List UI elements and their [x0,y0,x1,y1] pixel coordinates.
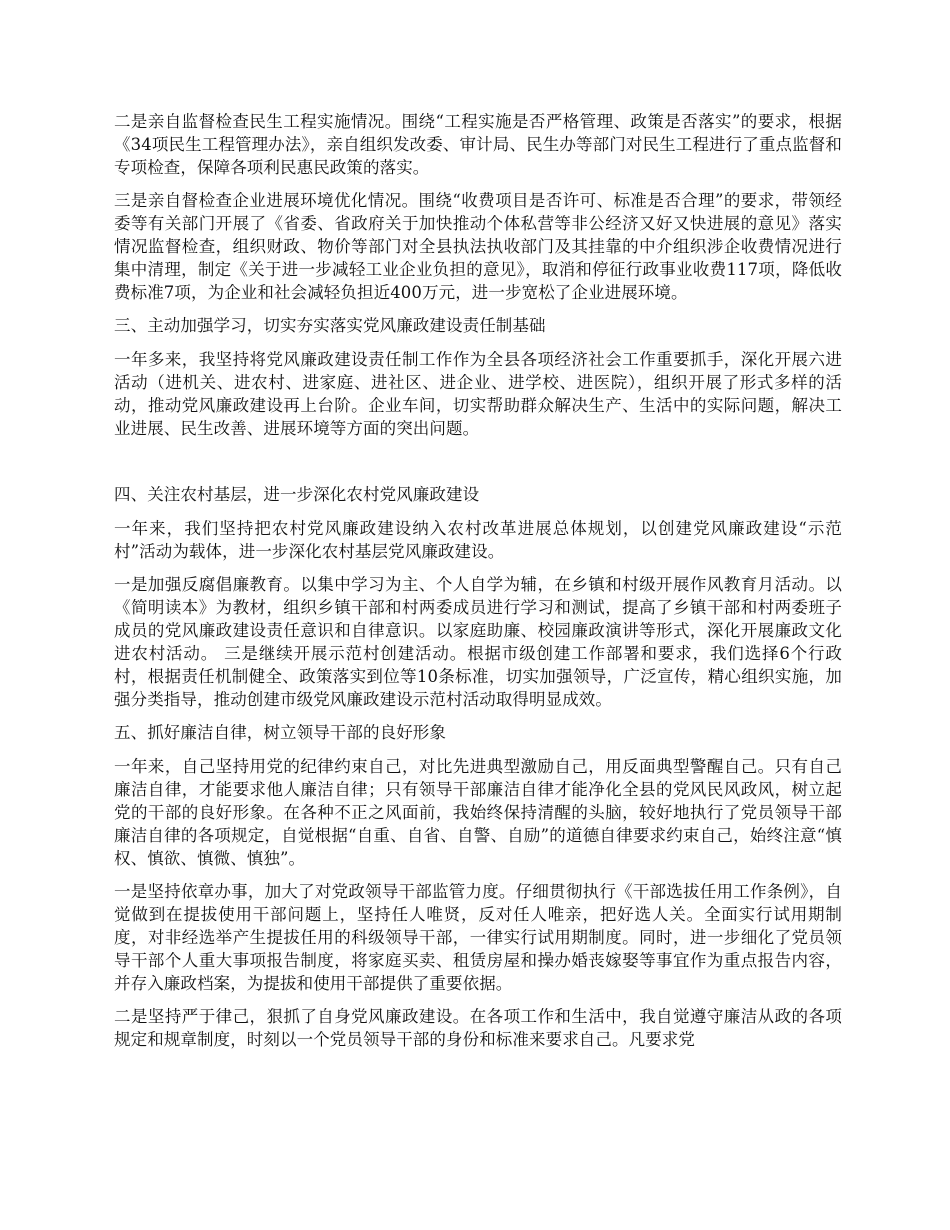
paragraph-self-discipline: 一年来，自己坚持用党的纪律约束自己，对比先进典型激励自己，用反面典型警醒自己。只有自己廉洁自律，才能要求他人廉洁自律；只有领导干部廉洁自律才能净化全县的党风民风政风，树立起党的干部的良好形象。在各种不正之风面前，我始终保持清醒的头脑，较好地执行了党员领导干部廉洁自律的各项规定，自觉根据“自重、自省、自警、自励”的道德自律要求约束自己，始终注意“慎权、慎欲、慎微、慎独”。 [114,757,842,868]
section-gap [114,450,842,483]
section-heading-5: 五、抓好廉洁自律，树立领导干部的良好形象 [114,723,446,742]
document-body [114,110,842,1061]
paragraph-anti-corruption-education: 一是加强反腐倡廉教育。以集中学习为主、个人自学为辅，在乡镇和村级开展作风教育月活动。以《简明读本》为教材，组织乡镇干部和村两委成员进行学习和测试，提高了乡镇干部和村两委班子成员的党风廉政建设责任意识和自律意识。以家庭助廉、校园廉政演讲等形式，深化开展廉政文化进农村活动。 三是继续开展示范村创建活动。根据市级创建工作部署和要求，我们选择6个行政村，根据责任机制健全、政策落实到位等10条标准，切实加强领导，广泛宣传，精心组织实施，加强分类指导，推动创建市级党风廉政建设示范村活动取得明显成效。 [114,575,842,709]
paragraph-study-responsibility-system: 一年多来，我坚持将党风廉政建设责任制工作作为全县各项经济社会工作重要抓手，深化开展六进活动（进机关、进农村、进家庭、进社区、进企业、进学校、进医院），组织开展了形式多样的活动，推动党风廉政建设再上台阶。企业车间，切实帮助群众解决生产、生活中的实际问题，解决工业进展、民生改善、进展环境等方面的突出问题。 [114,350,842,438]
paragraph-supervise-livelihood-projects: 二是亲自监督检查民生工程实施情况。围绕“工程实施是否严格管理、政策是否落实”的要求，根据《34项民生工程管理办法》，亲自组织发改委、审计局、民生办等部门对民生工程进行了重点监督和专项检查，保障各项利民惠民政策的落实。 [114,112,842,177]
section-heading-4: 四、关注农村基层，进一步深化农村党风廉政建设 [114,485,480,504]
paragraph-rural-integrity-plan: 一年来，我们坚持把农村党风廉政建设纳入农村改革进展总体规划，以创建党风廉政建设“示范村”活动为载体，进一步深化农村基层党风廉政建设。 [114,519,842,561]
section-heading-3: 三、主动加强学习，切实夯实落实党风廉政建设责任制基础 [114,316,546,335]
paragraph-self-integrity-building: 二是坚持严于律己，狠抓了自身党风廉政建设。在各项工作和生活中，我自觉遵守廉洁从政的各项规定和规章制度，时刻以一个党员领导干部的身份和标准来要求自己。凡要求党 [114,1007,842,1049]
paragraph-supervise-business-environment: 三是亲自督检查企业进展环境优化情况。围绕“收费项目是否许可、标准是否合理”的要求，带领经委等有关部门开展了《省委、省政府关于加快推动个体私营等非公经济又好又快进展的意见》落实情况监督检查，组织财政、物价等部门对全县执法执收部门及其挂靠的中介组织涉企收费情况进行集中清理，制定《关于进一步减轻工业企业负担的意见》，取消和停征行政事业收费117项，降低收费标准7项，为企业和社会减轻负担近400万元，进一步宽松了企业进展环境。 [114,191,842,302]
paragraph-cadre-supervision: 一是坚持依章办事，加大了对党政领导干部监管力度。仔细贯彻执行《干部选拔任用工作条例》，自觉做到在提拔使用干部问题上，坚持任人唯贤，反对任人唯亲，把好选人关。全面实行试用期制度，对非经选举产生提拔任用的科级领导干部，一律实行试用期制度。同时，进一步细化了党员领导干部个人重大事项报告制度，将家庭买卖、租赁房屋和操办婚丧嫁娶等事宜作为重点报告内容，并存入廉政档案，为提拔和使用干部提供了重要依据。 [114,882,842,993]
